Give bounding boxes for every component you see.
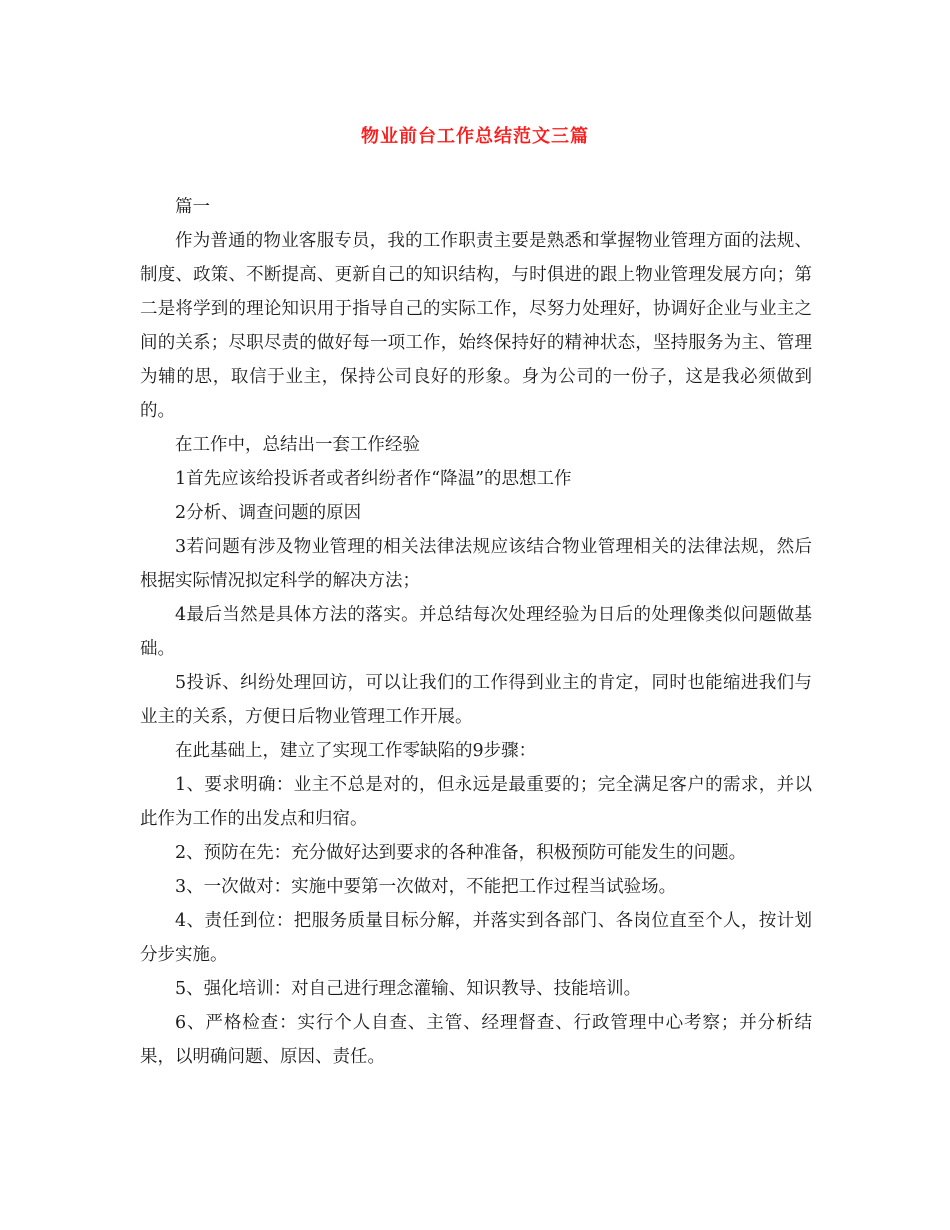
document-title: 物业前台工作总结范文三篇 <box>361 126 589 147</box>
list-item: 3若问题有涉及物业管理的相关法律法规应该结合物业管理相关的法律法规，然后根据实际情况拟定科学的解决方法； <box>140 537 812 591</box>
paragraph: 在工作中，总结出一套工作经验 <box>175 435 420 455</box>
list-item: 5、强化培训：对自己进行理念灌输、知识教导、技能培训。 <box>175 979 642 999</box>
list-item: 1首先应该给投诉者或者纠纷者作“降温”的思想工作 <box>175 469 572 489</box>
document-body <box>140 190 812 1074</box>
list-item: 4最后当然是具体方法的落实。并总结每次处理经验为日后的处理像类似问题做基础。 <box>140 605 812 659</box>
list-item: 6、严格检查：实行个人自查、主管、经理督查、行政管理中心考察；并分析结果，以明确问题、原因、责任。 <box>140 1013 812 1067</box>
list-item: 3、一次做对：实施中要第一次做对，不能把工作过程当试验场。 <box>175 877 677 897</box>
list-item: 2、预防在先：充分做好达到要求的各种准备，积极预防可能发生的问题。 <box>175 843 747 863</box>
list-item: 5投诉、纠纷处理回访，可以让我们的工作得到业主的肯定，同时也能缩进我们与业主的关系，方便日后物业管理工作开展。 <box>140 673 812 727</box>
list-item: 2分析、调查问题的原因 <box>175 503 362 523</box>
paragraph: 作为普通的物业客服专员，我的工作职责主要是熟悉和掌握物业管理方面的法规、制度、政策、不断提高、更新自己的知识结构，与时俱进的跟上物业管理发展方向；第二是将学到的理论知识用于指导自己的实际工作，尽努力处理好，协调好企业与业主之间的关系；尽职尽责的做好每一项工作，始终保持好的精神状态，坚持服务为主、管理为辅的思，取信于业主，保持公司良好的形象。身为公司的一份子，这是我必须做到的。 <box>140 231 812 421</box>
paragraph: 在此基础上，建立了实现工作零缺陷的9步骤： <box>175 741 537 761</box>
section-heading: 篇一 <box>175 197 210 217</box>
list-item: 1、要求明确：业主不总是对的，但永远是最重要的；完全满足客户的需求，并以此作为工作的出发点和归宿。 <box>140 775 812 829</box>
list-item: 4、责任到位：把服务质量目标分解，并落实到各部门、各岗位直至个人，按计划分步实施。 <box>140 911 812 965</box>
